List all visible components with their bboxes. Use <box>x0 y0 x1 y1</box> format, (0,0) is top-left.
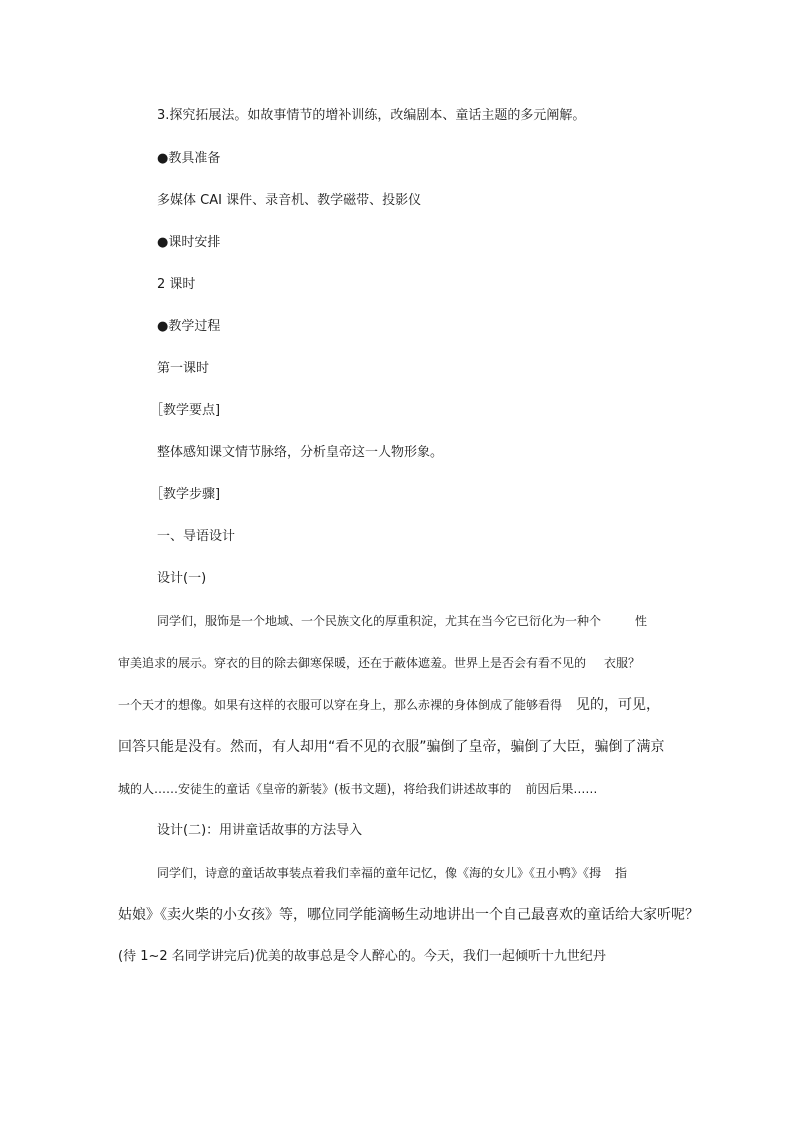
paragraph-line <box>118 697 660 713</box>
section-heading: ●教具准备 <box>157 151 221 166</box>
paragraph-text: 同学们，诗意的童话故事装点着我们幸福的童年记忆，像《海的女儿》《丑小鸭》《拇 <box>157 866 602 880</box>
paragraph-line: 回答只能是没有。然而，有人却用“看不见的衣服”骗倒了皇帝，骗倒了大臣，骗倒了满京 <box>118 739 665 755</box>
paragraph-text: 衣服？ <box>604 656 641 670</box>
paragraph-line <box>118 655 640 671</box>
bracket-heading: ［教学步骤] <box>150 487 221 502</box>
paragraph-text: 指 <box>615 866 628 880</box>
paragraph-text: 性 <box>635 614 648 628</box>
paragraph-text: 城的人……安徒生的童话《皇帝的新装》(板书文题)，将给我们讲述故事的 <box>118 782 512 796</box>
text-line: 整体感知课文情节脉络，分析皇帝这一人物形象。 <box>157 445 444 460</box>
paragraph-text: 同学们，服饰是一个地域、一个民族文化的厚重积淀，尤其在当今它已衍化为一种个 <box>157 614 602 628</box>
section-heading: ●课时安排 <box>157 235 221 250</box>
text-line: 2 课时 <box>157 277 196 292</box>
bracket-heading: ［教学要点] <box>150 403 221 418</box>
section-heading: ●教学过程 <box>157 319 221 334</box>
text-line: 设计(一) <box>157 571 207 586</box>
text-line: 设计(二)：用讲童话故事的方法导入 <box>157 823 363 838</box>
paragraph-line: 姑娘》《卖火柴的小女孩》等，哪位同学能滴畅生动地讲出一个自己最喜欢的童话给大家听呢？ <box>118 907 699 923</box>
paragraph-text: 见的，可见， <box>576 697 661 713</box>
text-line: 一、导语设计 <box>157 529 236 544</box>
text-line: 第一课时 <box>157 361 210 376</box>
paragraph-line <box>157 613 647 629</box>
text-line: 多媒体 CAI 课件、录音机、教学磁带、投影仪 <box>157 193 422 208</box>
text-line: 3.探究拓展法。如故事情节的增补训练，改编剧本、童话主题的多元阐解。 <box>157 108 586 123</box>
paragraph-text: 审美追求的展示。穿衣的目的除去御寒保暖，还在于蔽体遮羞。世界上是否会有看不见的 <box>118 656 587 670</box>
paragraph-line <box>118 781 597 797</box>
paragraph-line: (待 1~2 名同学讲完后)优美的故事总是令人醉心的。今天，我们一起倾听十九世纪丹 <box>118 949 606 964</box>
paragraph-text: 前因后果…… <box>525 782 598 796</box>
paragraph-line <box>157 865 627 881</box>
paragraph-text: 一个天才的想像。如果有这样的衣服可以穿在身上，那么赤裸的身体倒成了能够看得 <box>118 698 563 712</box>
